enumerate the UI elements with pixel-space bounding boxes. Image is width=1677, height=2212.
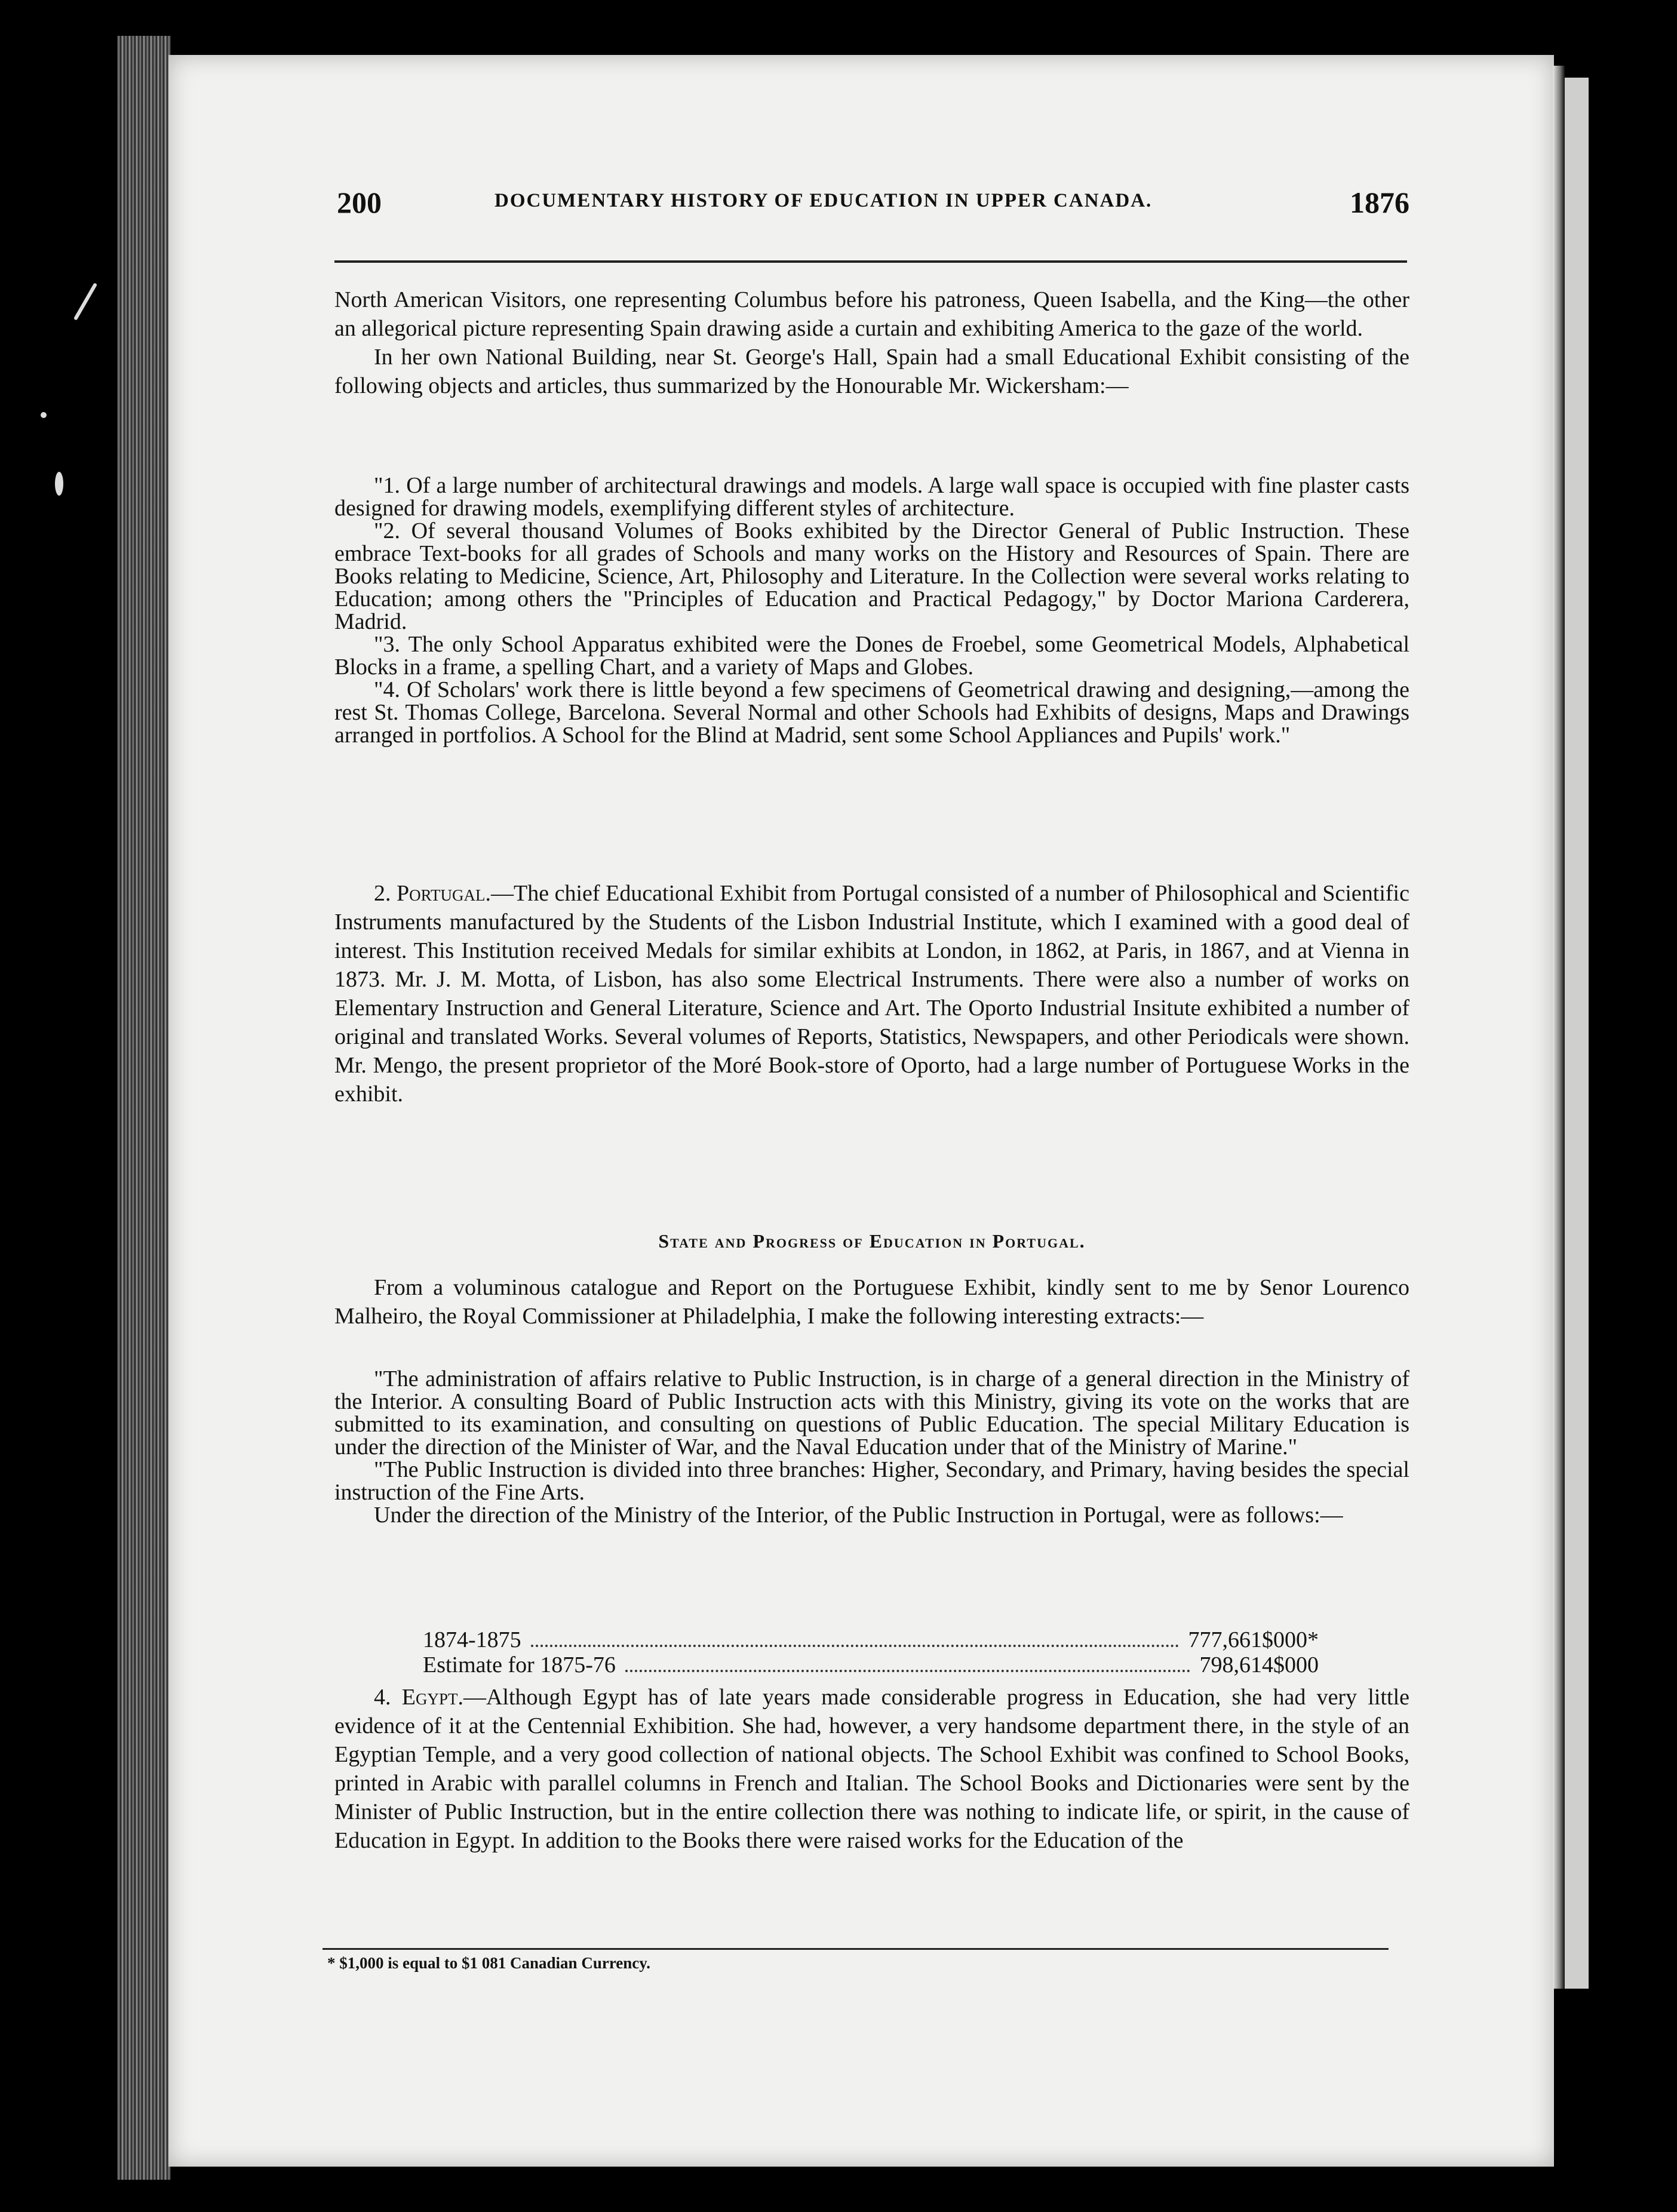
header-year: 1876 [1350, 186, 1409, 219]
ledger-table [423, 1628, 1319, 1678]
page-number: 200 [337, 186, 382, 219]
scan-speck [41, 412, 47, 418]
section-heading: State and Progress of Education in Portugal. [658, 1230, 1086, 1252]
paragraph-egypt-text: —Although Egypt has of late years made considerable progress in Education, she had very little evidence of it at the Centennial Exhibition. She had, however, a very handsome department there, in the style of an Egyptian Temple, and a very good collection of national objects. The School Exhibit was confined to School Books, printed in Arabic with parallel columns in French and Italian. The School Books and Dictionaries were sent by the Minister of Public Instruction, but in the entire collection there was nothing to indicate life, or spirit, in the cause of Education in Egypt. In addition to the Books there were raised works for the Education of the [334, 1685, 1409, 1853]
scan-speck [73, 282, 97, 321]
paragraph-spain-exhibit: In her own National Building, near St. George's Hall, Spain had a small Educational Exhibit consisting of the following objects and articles, thus summarized by the Honourable Mr. Wickersham:— [334, 345, 1409, 398]
quote-item-1: "1. Of a large number of architectural drawings and models. A large wall space is occupied with fine plaster casts designed for drawing models, exemplifying different styles of architecture. [334, 473, 1409, 521]
section-spain-quotes [334, 474, 1409, 746]
ledger-value: 777,661$000* [1188, 1627, 1319, 1652]
section-portugal [334, 879, 1409, 1108]
scan-speck [55, 472, 63, 496]
ledger-value: 798,614$000 [1199, 1652, 1319, 1678]
quote-administration: "The administration of affairs relative to Public Instruction, is in charge of a general direction in the Ministry of the Interior. A consulting Board of Public Instruction acts with this Ministry, giving its vote on the works that are submitted to its examination, and consulting on questions of Public Education. The special Military Education is under the direction of the Minister of War, and the Naval Education under that of the Ministry of Marine." [334, 1366, 1409, 1460]
paragraph-egypt [334, 1683, 1409, 1855]
paragraph-catalogue: From a voluminous catalogue and Report on the Portuguese Exhibit, kindly sent to me by Senor Lourenco Malheiro, the Royal Commissioner at Philadelphia, I make the following interesting extracts:— [334, 1275, 1409, 1329]
gutter-shadow [1553, 66, 1565, 1989]
ledger-row [423, 1653, 1319, 1678]
section-lead-egypt: 4. Egypt. [374, 1685, 463, 1710]
leader-dots [625, 1670, 1190, 1672]
section-heading-wrap [334, 1230, 1409, 1252]
quote-ministry: Under the direction of the Ministry of the Interior, of the Public Instruction in Portugal, were as follows:— [374, 1503, 1343, 1528]
section-lead-portugal: 2. Portugal. [374, 881, 492, 906]
section-egypt [334, 1683, 1409, 1855]
section-portugal-report [334, 1273, 1409, 1331]
ledger-label: 1874-1875 [423, 1627, 521, 1652]
ledger-row [423, 1628, 1319, 1653]
quote-branches: "The Public Instruction is divided into three branches: Higher, Secondary, and Primary, having besides the special instruction of the Fine Arts. [334, 1457, 1409, 1505]
quote-item-2: "2. Of several thousand Volumes of Books exhibited by the Director General of Public Instruction. These embrace Text-books for all grades of Schools and many works on the History and Resources of Spain. There are Books relating to Medicine, Science, Art, Philosophy and Literature. In the Collection were several works relating to Education; among others the "Principles of Education and Practical Pedagogy," by Doctor Mariona Carderera, Madrid. [334, 518, 1409, 634]
section-portugal-quotes [334, 1368, 1409, 1526]
paragraph-portugal [334, 879, 1409, 1108]
paragraph-visitors: North American Visitors, one representing Columbus before his patroness, Queen Isabella, and the King—the other an allegorical picture representing Spain drawing aside a curtain and exhibiting America to the gaze of the world. [334, 287, 1409, 341]
footnote-rule [322, 1948, 1389, 1950]
leader-dots [531, 1645, 1179, 1647]
quote-item-4: "4. Of Scholars' work there is little beyond a few specimens of Geometrical drawing and designing,—among the rest St. Thomas College, Barcelona. Several Normal and other Schools had Exhibits of designs, Maps and Drawings arranged in portfolios. A School for the Blind at Madrid, sent some School Appliances and Pupils' work." [334, 677, 1409, 748]
section-spain [334, 285, 1409, 400]
ledger-label: Estimate for 1875-76 [423, 1652, 616, 1678]
footnote: * $1,000 is equal to $1 081 Canadian Currency. [327, 1954, 651, 1972]
page-edge-stack [117, 36, 171, 2180]
quote-item-3: "3. The only School Apparatus exhibited were the Dones de Froebel, some Geometrical Models, Alphabetical Blocks in a frame, a spelling Chart, and a variety of Maps and Globes. [334, 632, 1409, 680]
budget-ledger [334, 1628, 1409, 1678]
paragraph-portugal-text: —The chief Educational Exhibit from Portugal consisted of a number of Philosophical and Scientific Instruments manufactured by the Students of the Lisbon Industrial Institute, which I examined with a good deal of interest. This Institution received Medals for similar exhibits at London, in 1862, at Paris, in 1867, and at Vienna in 1873. Mr. J. M. Motta, of Lisbon, has also some Electrical Instruments. There were also a number of works on Elementary Instruction and General Literature, Science and Art. The Oporto Industrial Insitute exhibited a number of original and translated Works. Several volumes of Reports, Statistics, Newspapers, and other Periodicals were shown. Mr. Mengo, the present proprietor of the Moré Book-store of Oporto, had a large number of Portuguese Works in the exhibit. [334, 881, 1409, 1107]
header-rule [334, 260, 1407, 263]
page-header [337, 179, 1409, 227]
facing-page-strip [1565, 78, 1589, 1989]
running-title: DOCUMENTARY HISTORY OF EDUCATION IN UPPER CANADA. [494, 190, 1153, 211]
